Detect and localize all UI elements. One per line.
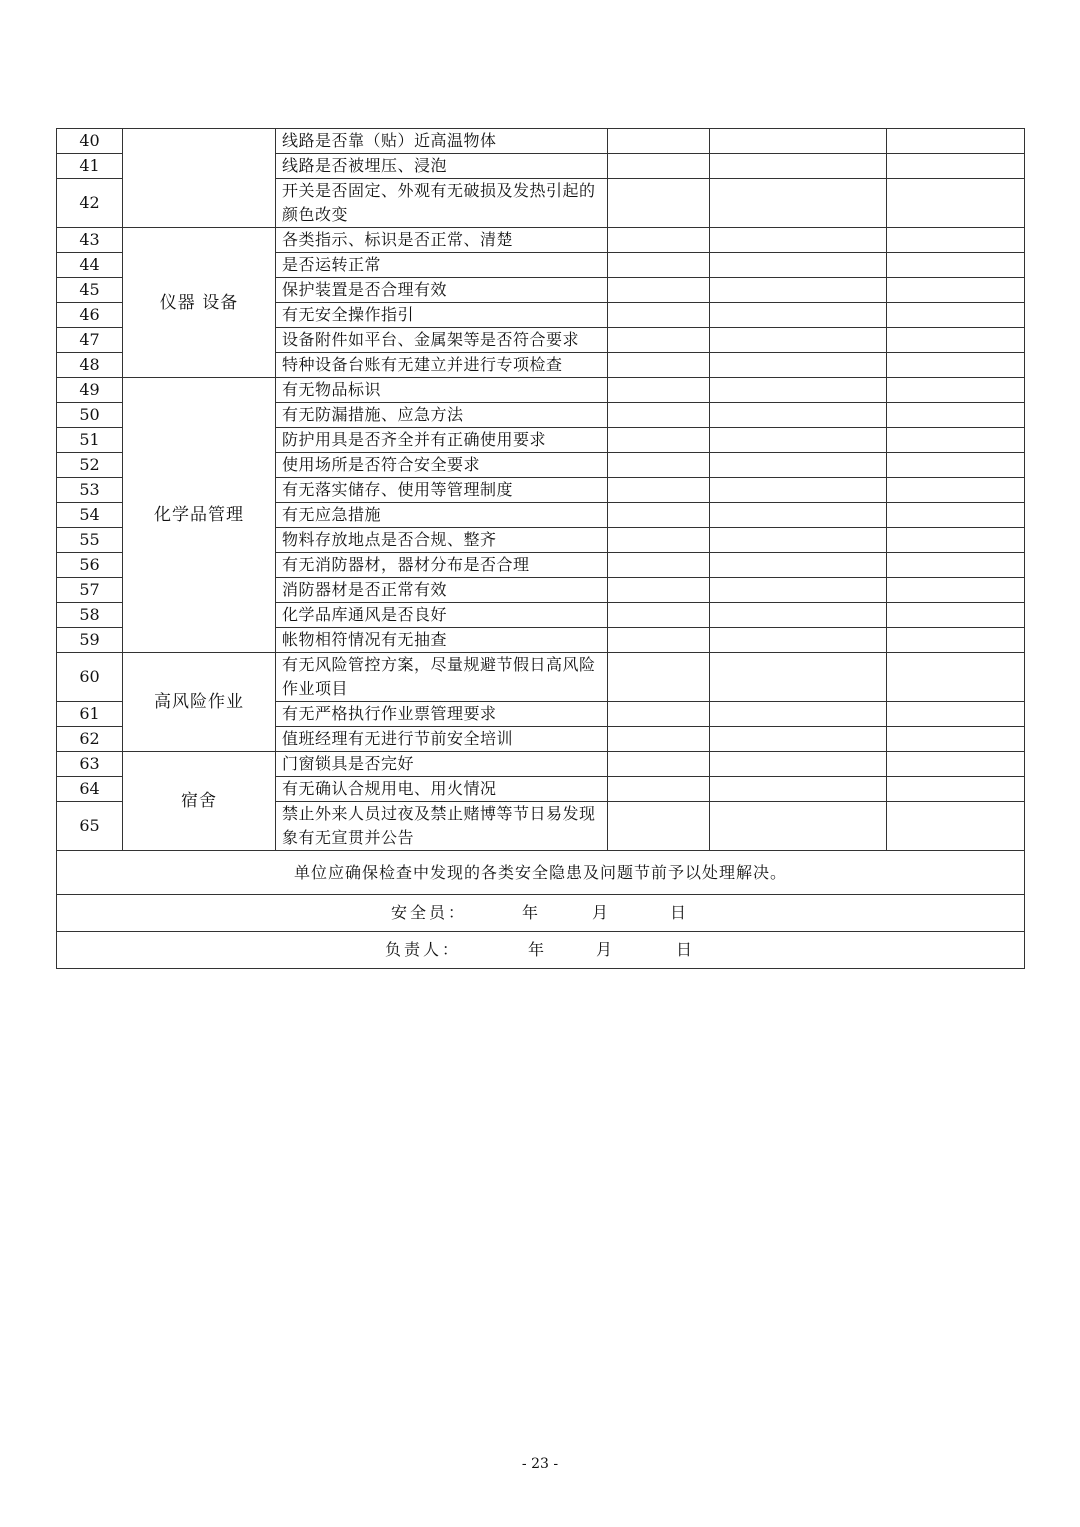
result-cell[interactable]	[608, 253, 710, 278]
remark-cell[interactable]	[887, 453, 1025, 478]
issue-cell[interactable]	[710, 179, 887, 228]
remark-cell[interactable]	[887, 752, 1025, 777]
item-number: 54	[57, 503, 123, 528]
result-cell[interactable]	[608, 478, 710, 503]
result-cell[interactable]	[608, 727, 710, 752]
check-item: 有无消防器材，器材分布是否合理	[276, 553, 608, 578]
check-item: 线路是否靠（贴）近高温物体	[276, 129, 608, 154]
remark-cell[interactable]	[887, 253, 1025, 278]
result-cell[interactable]	[608, 578, 710, 603]
item-number: 50	[57, 403, 123, 428]
page-number: - 23 -	[521, 1456, 559, 1472]
check-item: 禁止外来人员过夜及禁止赌博等节日易发现象有无宣贯并公告	[276, 802, 608, 851]
issue-cell[interactable]	[710, 653, 887, 702]
issue-cell[interactable]	[710, 428, 887, 453]
issue-cell[interactable]	[710, 378, 887, 403]
item-number: 53	[57, 478, 123, 503]
remark-cell[interactable]	[887, 478, 1025, 503]
item-number: 40	[57, 129, 123, 154]
item-number: 59	[57, 628, 123, 653]
result-cell[interactable]	[608, 752, 710, 777]
rectification-note: 单位应确保检查中发现的各类安全隐患及问题节前予以处理解决。	[57, 851, 1025, 895]
item-number: 43	[57, 228, 123, 253]
remark-cell[interactable]	[887, 727, 1025, 752]
table-row	[57, 653, 1025, 702]
issue-cell[interactable]	[710, 603, 887, 628]
item-number: 51	[57, 428, 123, 453]
inspection-checklist-table	[56, 128, 1025, 969]
issue-cell[interactable]	[710, 727, 887, 752]
result-cell[interactable]	[608, 653, 710, 702]
result-cell[interactable]	[608, 129, 710, 154]
remark-cell[interactable]	[887, 278, 1025, 303]
result-cell[interactable]	[608, 428, 710, 453]
check-item: 有无落实储存、使用等管理制度	[276, 478, 608, 503]
result-cell[interactable]	[608, 378, 710, 403]
item-number: 65	[57, 802, 123, 851]
issue-cell[interactable]	[710, 328, 887, 353]
check-item: 使用场所是否符合安全要求	[276, 453, 608, 478]
item-number: 62	[57, 727, 123, 752]
item-number: 44	[57, 253, 123, 278]
result-cell[interactable]	[608, 553, 710, 578]
check-item: 有无安全操作指引	[276, 303, 608, 328]
result-cell[interactable]	[608, 328, 710, 353]
signature-row-responsible	[57, 932, 1025, 969]
remark-cell[interactable]	[887, 353, 1025, 378]
item-number: 41	[57, 154, 123, 179]
remark-cell[interactable]	[887, 303, 1025, 328]
remark-cell[interactable]	[887, 228, 1025, 253]
remark-cell[interactable]	[887, 628, 1025, 653]
table-row	[57, 129, 1025, 154]
remark-cell[interactable]	[887, 553, 1025, 578]
issue-cell[interactable]	[710, 303, 887, 328]
result-cell[interactable]	[608, 353, 710, 378]
year-label: 年	[522, 903, 542, 922]
day-label: 日	[676, 940, 696, 959]
note-row	[57, 851, 1025, 895]
remark-cell[interactable]	[887, 428, 1025, 453]
result-cell[interactable]	[608, 453, 710, 478]
issue-cell[interactable]	[710, 253, 887, 278]
check-item: 有无物品标识	[276, 378, 608, 403]
issue-cell[interactable]	[710, 278, 887, 303]
issue-cell[interactable]	[710, 403, 887, 428]
check-item: 开关是否固定、外观有无破损及发热引起的颜色改变	[276, 179, 608, 228]
result-cell[interactable]	[608, 403, 710, 428]
item-number: 49	[57, 378, 123, 403]
check-item: 化学品库通风是否良好	[276, 603, 608, 628]
table-row	[57, 228, 1025, 253]
month-label: 月	[592, 903, 612, 922]
safety-officer-label: 安全员：	[391, 903, 468, 922]
remark-cell[interactable]	[887, 653, 1025, 702]
item-number: 48	[57, 353, 123, 378]
month-label: 月	[596, 940, 616, 959]
check-item: 有无应急措施	[276, 503, 608, 528]
issue-cell[interactable]	[710, 752, 887, 777]
category-cell-continued	[123, 129, 276, 228]
day-label: 日	[670, 903, 690, 922]
signature-row-safety-officer	[57, 895, 1025, 932]
category-chemicals: 化学品管理	[123, 378, 276, 653]
remark-cell[interactable]	[887, 403, 1025, 428]
remark-cell[interactable]	[887, 378, 1025, 403]
item-number: 64	[57, 777, 123, 802]
result-cell[interactable]	[608, 628, 710, 653]
check-item: 帐物相符情况有无抽查	[276, 628, 608, 653]
result-cell[interactable]	[608, 603, 710, 628]
item-number: 61	[57, 702, 123, 727]
item-number: 56	[57, 553, 123, 578]
item-number: 47	[57, 328, 123, 353]
issue-cell[interactable]	[710, 578, 887, 603]
result-cell[interactable]	[608, 702, 710, 727]
table-row	[57, 752, 1025, 777]
check-item: 各类指示、标识是否正常、清楚	[276, 228, 608, 253]
item-number: 63	[57, 752, 123, 777]
item-number: 55	[57, 528, 123, 553]
check-item: 是否运转正常	[276, 253, 608, 278]
issue-cell[interactable]	[710, 478, 887, 503]
issue-cell[interactable]	[710, 353, 887, 378]
issue-cell[interactable]	[710, 129, 887, 154]
issue-cell[interactable]	[710, 777, 887, 802]
issue-cell[interactable]	[710, 802, 887, 851]
issue-cell[interactable]	[710, 528, 887, 553]
responsible-person-signature[interactable]	[57, 932, 1025, 969]
safety-officer-signature[interactable]	[57, 895, 1025, 932]
remark-cell[interactable]	[887, 603, 1025, 628]
issue-cell[interactable]	[710, 154, 887, 179]
check-item: 防护用具是否齐全并有正确使用要求	[276, 428, 608, 453]
check-item: 保护装置是否合理有效	[276, 278, 608, 303]
check-item: 特种设备台账有无建立并进行专项检查	[276, 353, 608, 378]
category-dormitory: 宿舍	[123, 752, 276, 851]
remark-cell[interactable]	[887, 802, 1025, 851]
item-number: 57	[57, 578, 123, 603]
responsible-label: 负责人：	[385, 940, 462, 959]
item-number: 60	[57, 653, 123, 702]
item-number: 52	[57, 453, 123, 478]
item-number: 58	[57, 603, 123, 628]
check-item: 有无严格执行作业票管理要求	[276, 702, 608, 727]
issue-cell[interactable]	[710, 453, 887, 478]
item-number: 42	[57, 179, 123, 228]
item-number: 46	[57, 303, 123, 328]
remark-cell[interactable]	[887, 578, 1025, 603]
check-item: 值班经理有无进行节前安全培训	[276, 727, 608, 752]
remark-cell[interactable]	[887, 179, 1025, 228]
check-item: 物料存放地点是否合规、整齐	[276, 528, 608, 553]
issue-cell[interactable]	[710, 553, 887, 578]
issue-cell[interactable]	[710, 628, 887, 653]
remark-cell[interactable]	[887, 528, 1025, 553]
check-item: 门窗锁具是否完好	[276, 752, 608, 777]
table-row	[57, 378, 1025, 403]
check-item: 消防器材是否正常有效	[276, 578, 608, 603]
result-cell[interactable]	[608, 503, 710, 528]
check-item: 设备附件如平台、金属架等是否符合要求	[276, 328, 608, 353]
check-item: 有无防漏措施、应急方法	[276, 403, 608, 428]
check-item: 线路是否被埋压、浸泡	[276, 154, 608, 179]
item-number: 45	[57, 278, 123, 303]
category-equipment: 仪器 设备	[123, 228, 276, 378]
issue-cell[interactable]	[710, 228, 887, 253]
year-label: 年	[528, 940, 548, 959]
issue-cell[interactable]	[710, 503, 887, 528]
result-cell[interactable]	[608, 802, 710, 851]
check-item: 有无风险管控方案，尽量规避节假日高风险作业项目	[276, 653, 608, 702]
result-cell[interactable]	[608, 303, 710, 328]
category-high-risk: 高风险作业	[123, 653, 276, 752]
remark-cell[interactable]	[887, 129, 1025, 154]
result-cell[interactable]	[608, 228, 710, 253]
result-cell[interactable]	[608, 278, 710, 303]
result-cell[interactable]	[608, 179, 710, 228]
remark-cell[interactable]	[887, 777, 1025, 802]
remark-cell[interactable]	[887, 702, 1025, 727]
result-cell[interactable]	[608, 154, 710, 179]
check-item: 有无确认合规用电、用火情况	[276, 777, 608, 802]
issue-cell[interactable]	[710, 702, 887, 727]
result-cell[interactable]	[608, 528, 710, 553]
remark-cell[interactable]	[887, 154, 1025, 179]
result-cell[interactable]	[608, 777, 710, 802]
remark-cell[interactable]	[887, 328, 1025, 353]
remark-cell[interactable]	[887, 503, 1025, 528]
